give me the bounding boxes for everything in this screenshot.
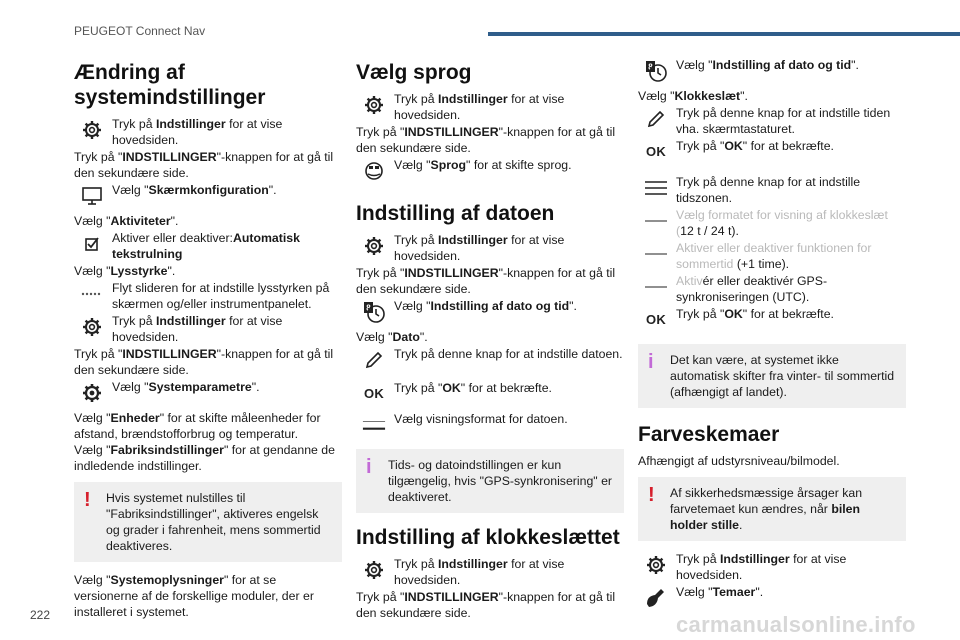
gear-icon <box>362 558 386 582</box>
paragraph: Tryk på "INDSTILLINGER"-knappen for at gå til den sekundære side. <box>74 150 334 180</box>
language-icon <box>362 159 386 183</box>
gear-icon <box>362 234 386 258</box>
step-summer-time: Aktiver eller deaktiver funktionen for sommertid (+1 time). <box>638 240 906 272</box>
paragraph: Tryk på "INDSTILLINGER"-knappen for at gå til den sekundære side. <box>74 347 334 377</box>
step-system-params: Vælg "Systemparametre". <box>74 379 342 409</box>
step-confirm-2: OK Tryk på "OK" for at bekræfte. <box>638 306 906 336</box>
step-set-date: Tryk på denne knap for at indstille datoen. <box>356 346 624 376</box>
step-open-settings: Tryk på Indstillinger for at vise hovedsiden. <box>356 91 624 123</box>
step-screen-config: Vælg "Skærmkonfiguration". <box>74 182 342 212</box>
line-icon <box>644 242 668 266</box>
warning-icon: ! <box>648 484 655 506</box>
brightness-icon <box>80 282 104 306</box>
header-accent-bar <box>488 32 960 36</box>
gear-icon <box>80 118 104 142</box>
step-open-settings-2: Tryk på Indstillinger for at vise hovedsiden. <box>74 313 342 345</box>
step-timezone: Tryk på denne knap for at indstille tidszonen. <box>638 174 906 206</box>
heading-language: Vælg sprog <box>356 61 472 84</box>
step-time-format: Vælg formatet for visning af klokkeslæt (12 t / 24 t). <box>638 207 906 239</box>
info-icon: i <box>648 351 654 373</box>
step-auto-scroll: Aktiver eller deaktiver:Automatisk tekstrulning <box>74 230 342 262</box>
warning-note: ! Af sikkerhedsmæssige årsager kan farvetemaet kun ændres, når bilen holder stille. <box>638 477 906 541</box>
svg-text:8: 8 <box>648 62 653 72</box>
step-confirm: OK Tryk på "OK" for at bekræfte. <box>638 138 906 168</box>
info-icon: i <box>366 456 372 478</box>
step-brightness: Flyt slideren for at indstille lysstyrken på skærmen og/eller instrumentpanelet. <box>74 280 342 312</box>
paragraph: Vælg "Lysstyrke". <box>74 264 176 278</box>
paragraph: Vælg "Aktiviteter". <box>74 214 179 228</box>
pencil-icon <box>362 348 386 372</box>
info-note: i Det kan være, at systemet ikke automatisk skifter fra vinter- til sommertid (afhængigt af landet). <box>638 344 906 408</box>
heading-system-settings: Ændring af systemindstillinger <box>74 61 266 109</box>
menu-icon <box>644 176 668 200</box>
gear-icon <box>80 381 104 405</box>
calendar-clock-icon <box>362 300 386 324</box>
gear-icon <box>362 93 386 117</box>
running-header: PEUGEOT Connect Nav <box>74 24 206 38</box>
step-date-time: 8 Vælg "Indstilling af dato og tid". <box>638 57 906 87</box>
heading-date: Indstilling af datoen <box>356 202 555 225</box>
watermark: carmanualsonline.info <box>676 612 916 637</box>
ok-label: OK <box>645 312 667 327</box>
svg-text:8: 8 <box>366 303 371 313</box>
monitor-icon <box>80 184 104 208</box>
paragraph: Tryk på "INDSTILLINGER"-knappen for at gå til den sekundære side. <box>356 266 616 296</box>
page-number: 222 <box>30 608 51 622</box>
info-note: i Tids- og datoindstillingen er kun tilgængelig, hvis "GPS-synkronisering" er deaktiveret. <box>356 449 624 513</box>
paragraph: Vælg "Enheder" for at skifte måleenheder for afstand, brændstofforbrug og temperatur. <box>74 411 321 441</box>
paragraph: Tryk på "INDSTILLINGER"-knappen for at gå til den sekundære side. <box>356 125 616 155</box>
step-confirm: OK Tryk på "OK" for at bekræfte. <box>356 380 624 410</box>
checkbox-icon <box>80 232 104 256</box>
step-language: Vælg "Sprog" for at skifte sprog. <box>356 157 624 187</box>
line-icon <box>644 209 668 233</box>
gear-icon <box>644 553 668 577</box>
ok-label: OK <box>645 144 667 159</box>
step-date-time: 8 Vælg "Indstilling af dato og tid". <box>356 298 624 328</box>
column-3 <box>638 56 906 615</box>
step-open-settings: Tryk på Indstillinger for at vise hovedsiden. <box>74 116 342 148</box>
step-open-settings: Tryk på Indstillinger for at vise hovedsiden. <box>356 556 624 588</box>
heading-color-schemes: Farveskemaer <box>638 423 780 446</box>
palette-icon <box>644 586 668 610</box>
step-themes: Vælg "Temaer". <box>638 584 906 614</box>
heading-time: Indstilling af klokkeslættet <box>356 526 620 549</box>
gear-icon <box>80 315 104 339</box>
paragraph: Vælg "Systemoplysninger" for at se versionerne af de forskellige moduler, der er installeret i systemet. <box>74 573 314 619</box>
paragraph: Vælg "Fabriksindstillinger" for at gendanne de indledende indstillinger. <box>74 443 335 473</box>
step-set-time: Tryk på denne knap for at indstille tiden vha. skærmtastaturet. <box>638 105 906 137</box>
calendar-clock-icon <box>644 59 668 83</box>
warning-note: ! Hvis systemet nulstilles til "Fabriksindstillinger", aktiveres engelsk og grader i fahrenheit, mens sommertid deaktiveres. <box>74 482 342 562</box>
column-1 <box>74 56 342 620</box>
column-2 <box>356 56 624 621</box>
warning-icon: ! <box>84 489 91 511</box>
pencil-icon <box>644 107 668 131</box>
step-open-settings: Tryk på Indstillinger for at vise hovedsiden. <box>356 232 624 264</box>
ok-label: OK <box>363 386 385 401</box>
step-open-settings: Tryk på Indstillinger for at vise hovedsiden. <box>638 551 906 583</box>
paragraph: Tryk på "INDSTILLINGER"-knappen for at gå til den sekundære side. <box>356 590 616 620</box>
line-icon <box>644 275 668 299</box>
paragraph: Vælg "Klokkeslæt". <box>638 89 748 103</box>
paragraph: Vælg "Dato". <box>356 330 428 344</box>
paragraph: Afhængigt af udstyrsniveau/bilmodel. <box>638 454 840 468</box>
format-icon <box>362 413 386 437</box>
step-date-format: Vælg visningsformat for datoen. <box>356 411 624 441</box>
step-gps-sync: Aktivér eller deaktivér GPS-synkroniseringen (UTC). <box>638 273 906 305</box>
